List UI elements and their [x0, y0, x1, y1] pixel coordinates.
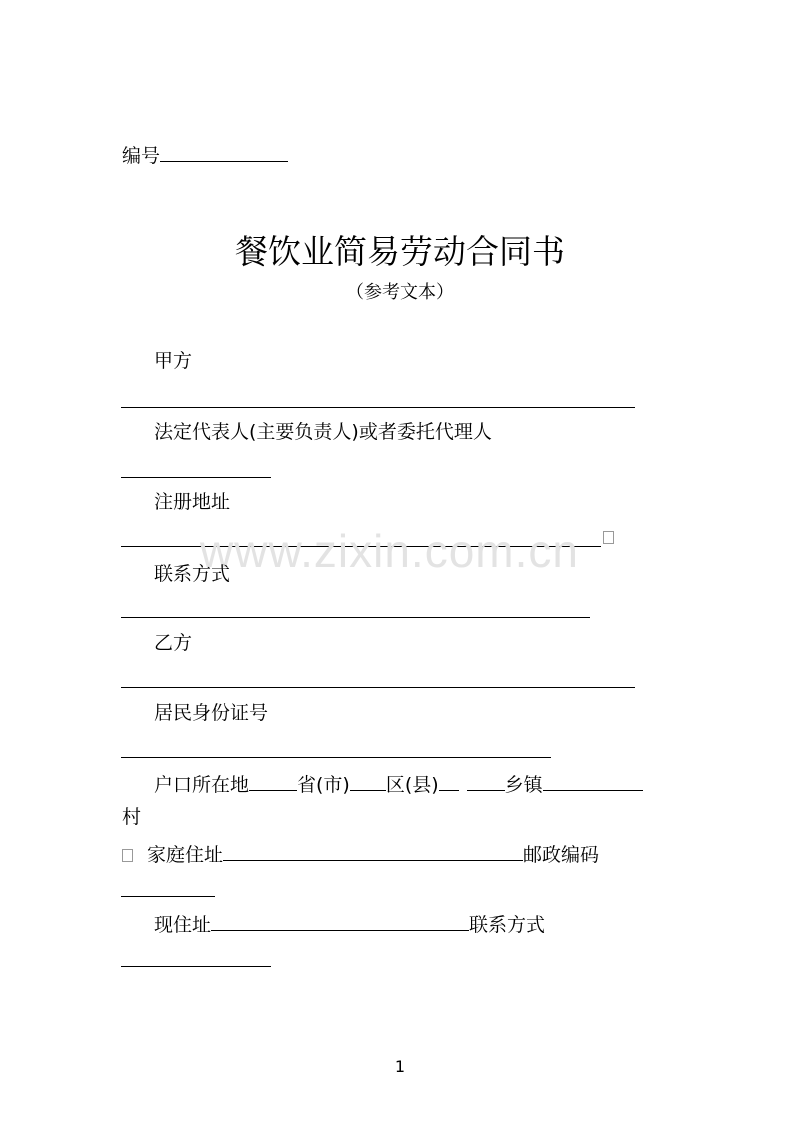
current-address-blank [211, 912, 469, 931]
party-b-label: 乙方 [154, 632, 193, 654]
legal-representative-blank [121, 477, 271, 478]
town-label: 乡镇 [504, 774, 543, 796]
village-blank [543, 772, 643, 791]
current-address-label: 现住址 [154, 914, 212, 936]
home-address-line [122, 842, 599, 866]
legal-representative-label: 法定代表人(主要负责人)或者委托代理人 [154, 421, 492, 443]
hukou-label: 户口所在地 [154, 774, 250, 796]
document-number-field [122, 143, 288, 167]
id-number-blank [121, 757, 551, 758]
district-label: 区(县) [385, 774, 439, 796]
party-a-blank [121, 407, 635, 408]
district-gap-blank [439, 772, 459, 791]
placeholder-box-icon [603, 531, 614, 544]
id-number-label: 居民身份证号 [154, 702, 269, 724]
document-number-label: 编号 [122, 145, 161, 167]
hukou-line [154, 772, 643, 796]
placeholder-box-icon [122, 849, 133, 862]
current-address-line [154, 912, 545, 936]
postal-code-blank [121, 896, 215, 897]
current-contact-label: 联系方式 [469, 914, 546, 936]
document-subtitle: （参考文本） [346, 282, 454, 303]
province-blank [249, 772, 297, 791]
home-address-label: 家庭住址 [147, 844, 224, 866]
document-number-blank [160, 143, 288, 162]
district-blank [350, 772, 386, 791]
current-contact-blank [121, 966, 271, 967]
village-label: 村 [122, 806, 142, 828]
party-b-blank [121, 687, 635, 688]
home-address-blank [223, 842, 523, 861]
postal-code-label: 邮政编码 [523, 844, 600, 866]
watermark-text: www.zixin.com.cn [200, 525, 579, 577]
contact-blank [121, 617, 590, 618]
contact-label: 联系方式 [154, 563, 231, 585]
party-a-label: 甲方 [154, 350, 193, 372]
province-label: 省(市) [297, 774, 350, 796]
registered-address-label: 注册地址 [154, 491, 231, 513]
town-blank [467, 772, 505, 791]
page-number: 1 [394, 1057, 406, 1076]
document-title: 餐饮业简易劳动合同书 [235, 232, 565, 271]
